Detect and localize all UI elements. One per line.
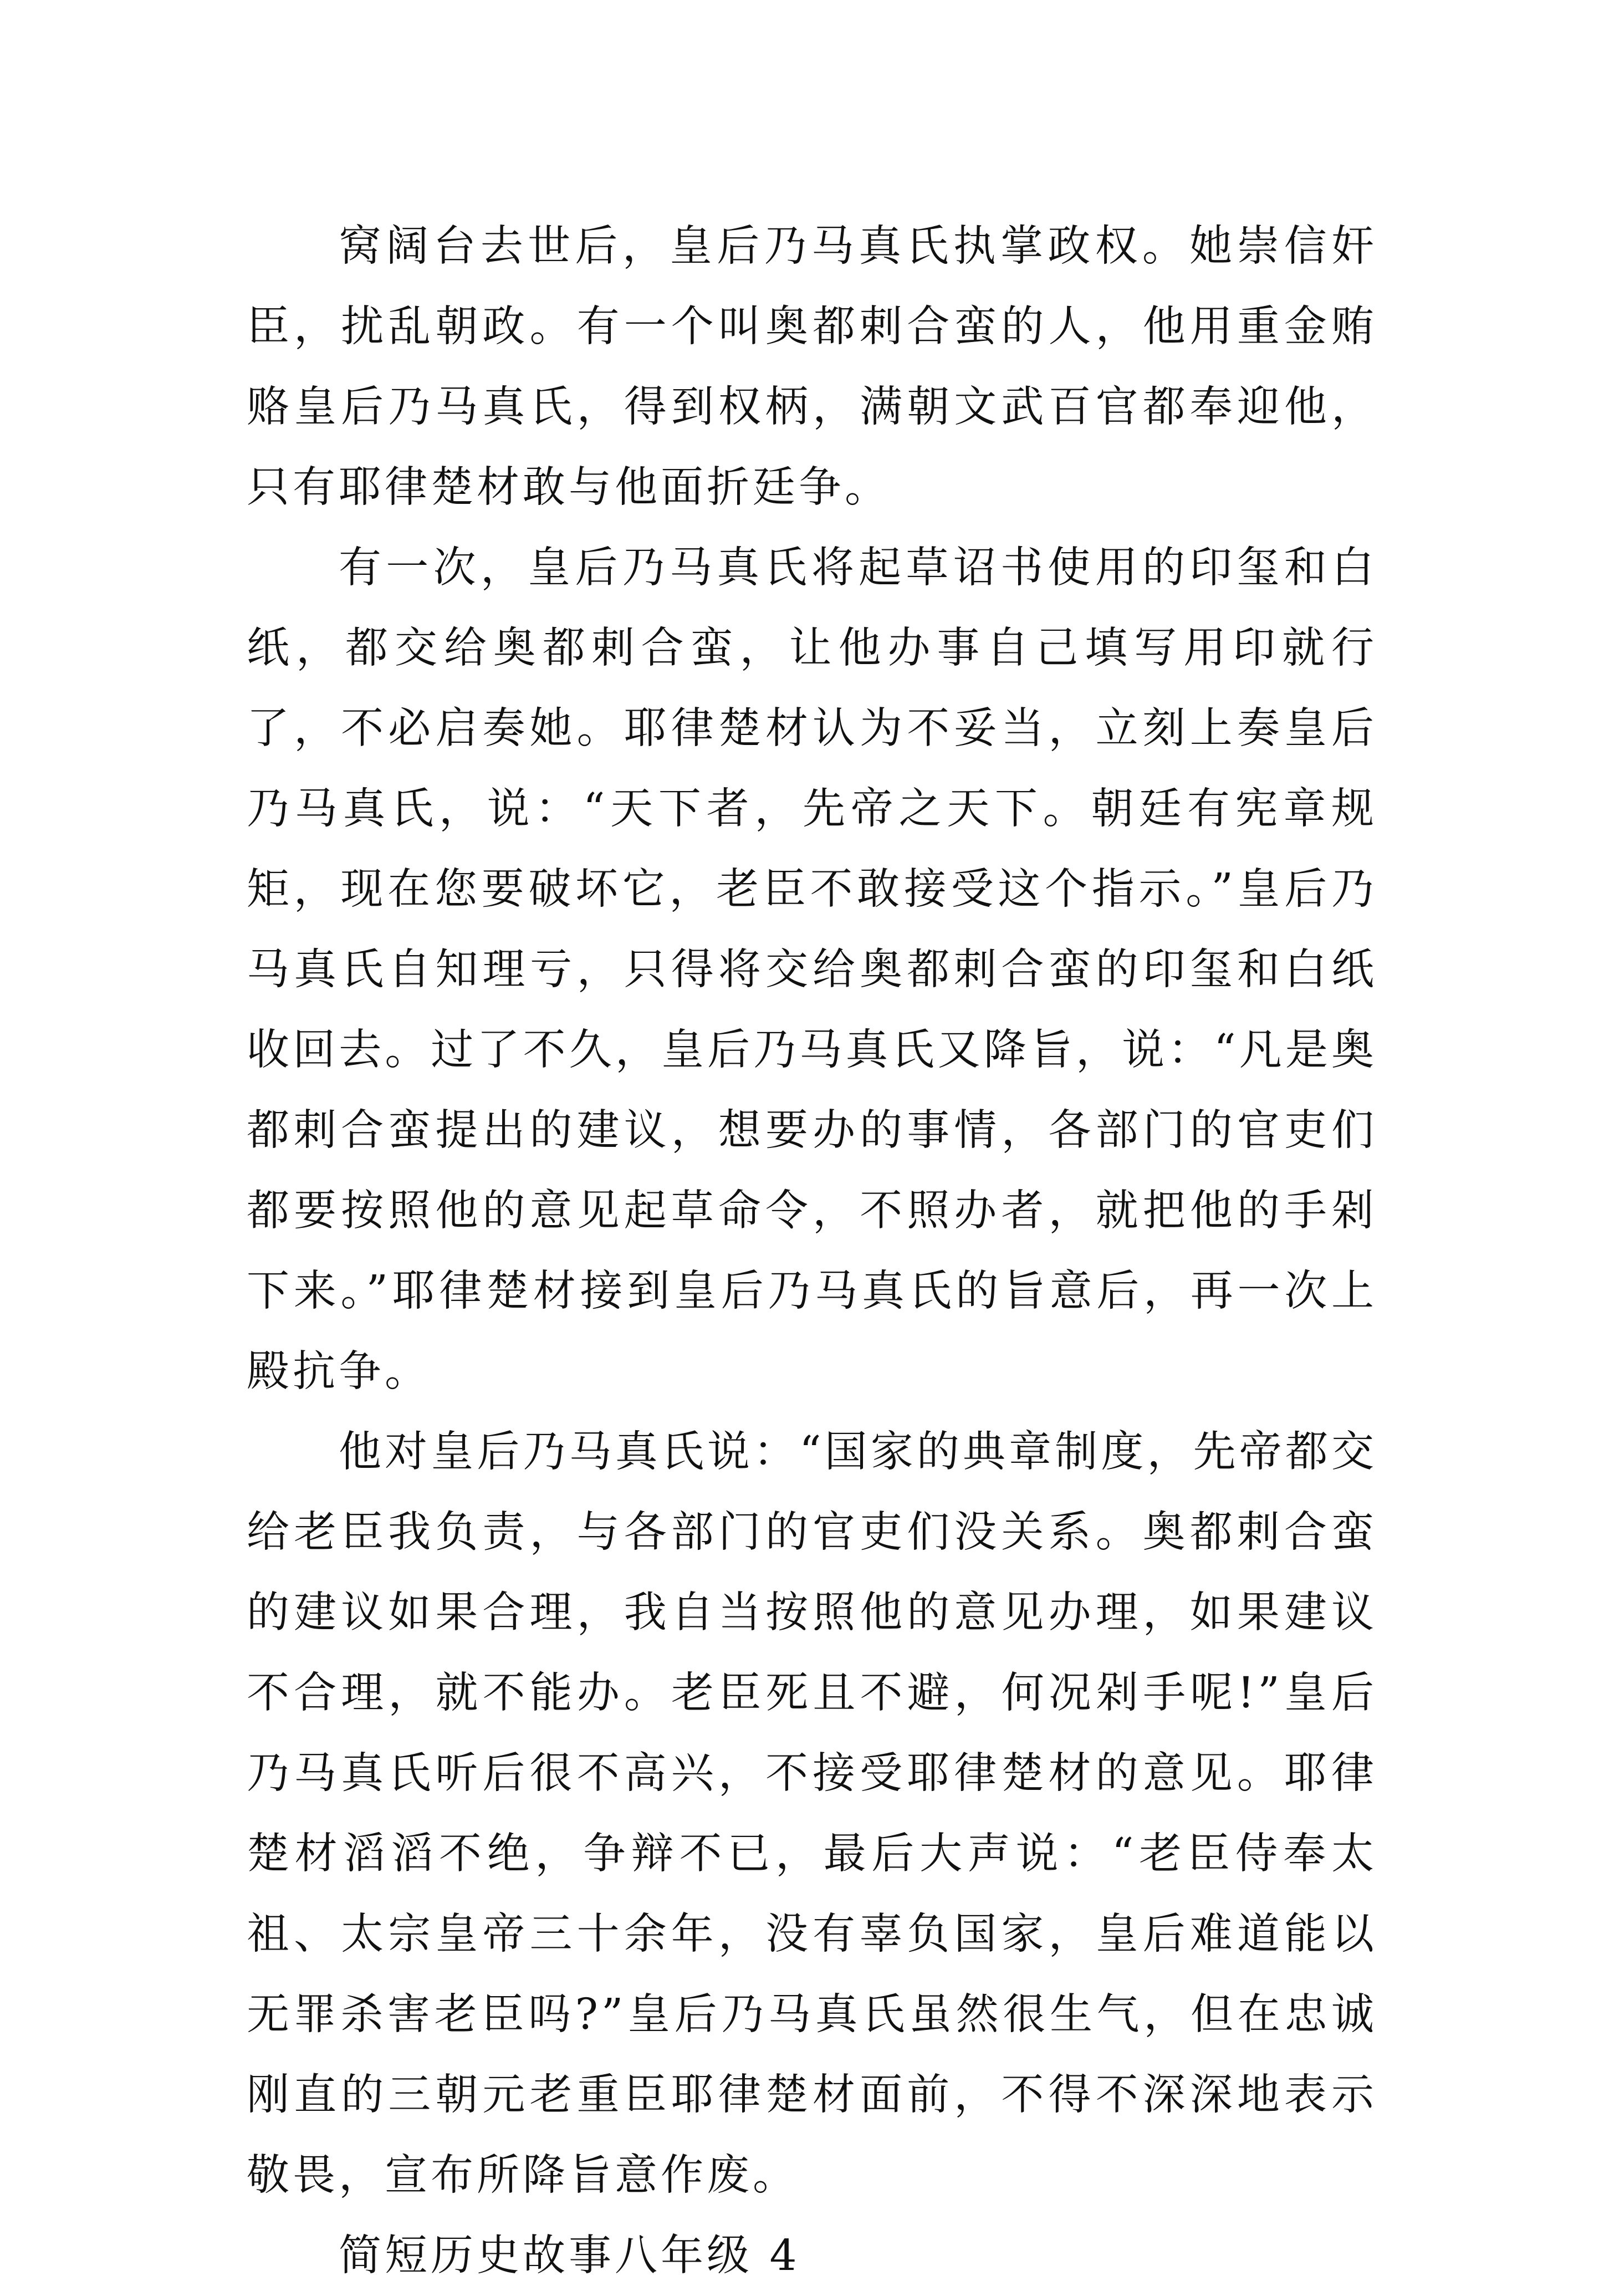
paragraph-1: 窝阔台去世后，皇后乃马真氏执掌政权。她崇信奸臣，扰乱朝政。有一个叫奥都剌合蛮的人，他用重金贿赂皇后乃马真氏，得到权柄，满朝文武百官都奉迎他，只有耶律楚材敢与他面折廷争。 bbox=[247, 222, 1377, 512]
paragraph-2: 有一次，皇后乃马真氏将起草诏书使用的印玺和白纸，都交给奥都剌合蛮，让他办事自己填写用印就行了，不必启奏她。耶律楚材认为不妥当，立刻上奏皇后乃马真氏，说：“天下者，先帝之天下。朝廷有宪章规矩，现在您要破坏它，老臣不敢接受这个指示。”皇后乃马真氏自知理亏，只得将交给奥都剌合蛮的印玺和白纸收回去。过了不久，皇后乃马真氏又降旨，说：“凡是奥都剌合蛮提出的建议，想要办的事情，各部门的官吏们都要按照他的意见起草命令，不照办者，就把他的手剁下来。”耶律楚材接到皇后乃马真氏的旨意后，再一次上殿抗争。 bbox=[247, 543, 1377, 1396]
document-body bbox=[247, 206, 1377, 2296]
paragraph-3: 他对皇后乃马真氏说：“国家的典章制度，先帝都交给老臣我负责，与各部门的官吏们没关系。奥都剌合蛮的建议如果合理，我自当按照他的意见办理，如果建议不合理，就不能办。老臣死且不避，何况剁手呢!”皇后乃马真氏听后很不高兴，不接受耶律楚材的意见。耶律楚材滔滔不绝，争辩不已，最后大声说：“老臣侍奉太祖、太宗皇帝三十余年，没有辜负国家，皇后难道能以无罪杀害老臣吗?”皇后乃马真氏虽然很生气，但在忠诚刚直的三朝元老重臣耶律楚材面前，不得不深深地表示敬畏，宣布所降旨意作废。 bbox=[247, 1427, 1377, 2200]
section-heading: 简短历史故事八年级 4 bbox=[339, 2231, 800, 2280]
